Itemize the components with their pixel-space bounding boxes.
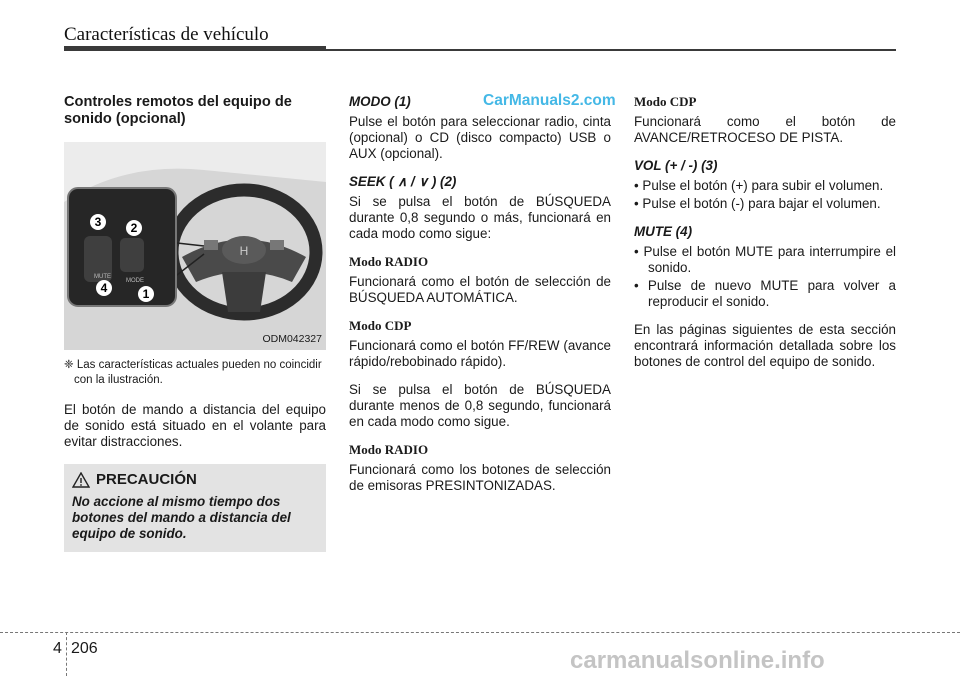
- callout-1: [138, 286, 154, 302]
- svg-text:2: 2: [130, 221, 138, 235]
- vol-heading: VOL (+ / -) (3): [634, 158, 718, 173]
- footer-divider: [66, 632, 67, 676]
- cdp-mode-heading: Modo CDP: [349, 318, 412, 333]
- svg-text:H: H: [239, 244, 249, 258]
- radio-mode-heading: Modo RADIO: [349, 254, 429, 269]
- column-2: [349, 94, 611, 506]
- column-1: [64, 94, 326, 552]
- mode-heading: MODO (1): [349, 94, 411, 109]
- cdp-mode-text: Funcionará como el botón FF/REW (avance rápido/rebobinado rápido).: [349, 338, 611, 369]
- list-item: • Pulse de nuevo MUTE para volver a reproducir el sonido.: [634, 278, 896, 310]
- watermark-top[interactable]: CarManuals2.com: [483, 92, 616, 109]
- chapter-number: 4: [53, 640, 62, 657]
- mode-text: Pulse el botón para seleccionar radio, cinta (opcional) o CD (disco compacto) USB o AUX (opcional).: [349, 114, 611, 161]
- seek-text: Si se pulsa el botón de BÚSQUEDA durante 0,8 segundo o más, funcionará en cada modo como sigue:: [349, 194, 611, 241]
- caution-title: [72, 472, 318, 488]
- footer-rule: [0, 632, 960, 633]
- svg-text:3: 3: [94, 215, 102, 229]
- callout-4: [96, 280, 112, 296]
- list-item: • Pulse el botón (-) para bajar el volumen.: [634, 196, 896, 212]
- intro-paragraph: El botón de mando a distancia del equipo de sonido está situado en el volante para evitar distracciones.: [64, 402, 326, 449]
- mute-list: [634, 244, 896, 310]
- svg-text:4: 4: [100, 281, 108, 295]
- cdp-mode-heading-2: Modo CDP: [634, 94, 697, 109]
- section-heading: Controles remotos del equipo de sonido (opcional): [64, 94, 292, 127]
- illustration-note: ❈ Las características actuales pueden no coincidir con la ilustración.: [64, 359, 322, 386]
- cdp-mode-text-2: Funcionará como el botón de AVANCE/RETROCESO DE PISTA.: [634, 114, 896, 145]
- list-item: • Pulse el botón (+) para subir el volumen.: [634, 178, 896, 194]
- page-number: 206: [71, 640, 98, 657]
- header-rule-thin: [326, 49, 896, 51]
- seek-text-short: Si se pulsa el botón de BÚSQUEDA durante menos de 0,8 segundo, funcionará en cada modo como sigue.: [349, 382, 611, 429]
- warning-triangle-icon: [72, 472, 90, 488]
- header-rule-thick: [64, 46, 326, 51]
- svg-text:MODE: MODE: [126, 278, 144, 284]
- list-item: • Pulse el botón MUTE para interrumpire el sonido.: [634, 244, 896, 276]
- caution-text: No accione al mismo tiempo dos botones del mando a distancia del equipo de sonido.: [72, 494, 291, 541]
- callout-3: [90, 214, 106, 230]
- steering-wheel-figure: [64, 142, 326, 350]
- radio-mode-text-2: Funcionará como los botones de selección de emisoras PRESINTONIZADAS.: [349, 462, 611, 493]
- watermark-bottom[interactable]: carmanualsonline.info: [570, 647, 825, 674]
- caution-box: [64, 464, 326, 552]
- mute-heading: MUTE (4): [634, 224, 693, 239]
- radio-mode-heading-2: Modo RADIO: [349, 442, 429, 457]
- caution-title-text: PRECAUCIÓN: [96, 471, 197, 488]
- figure-code: ODM042327: [262, 333, 322, 345]
- callout-2: [126, 220, 142, 236]
- page-header-title: Características de vehículo: [64, 24, 269, 45]
- steering-wheel-illustration: [64, 142, 326, 350]
- svg-text:MUTE: MUTE: [94, 274, 111, 280]
- closing-paragraph: En las páginas siguientes de esta sección encontrará información detallada sobre los botones de control del equipo de sonido.: [634, 322, 896, 369]
- radio-mode-text: Funcionará como el botón de selección de BÚSQUEDA AUTOMÁTICA.: [349, 274, 611, 305]
- svg-text:1: 1: [142, 287, 150, 301]
- seek-heading: SEEK ( ∧ / ∨ ) (2): [349, 174, 457, 189]
- vol-list: [634, 178, 896, 212]
- column-3: [634, 94, 896, 382]
